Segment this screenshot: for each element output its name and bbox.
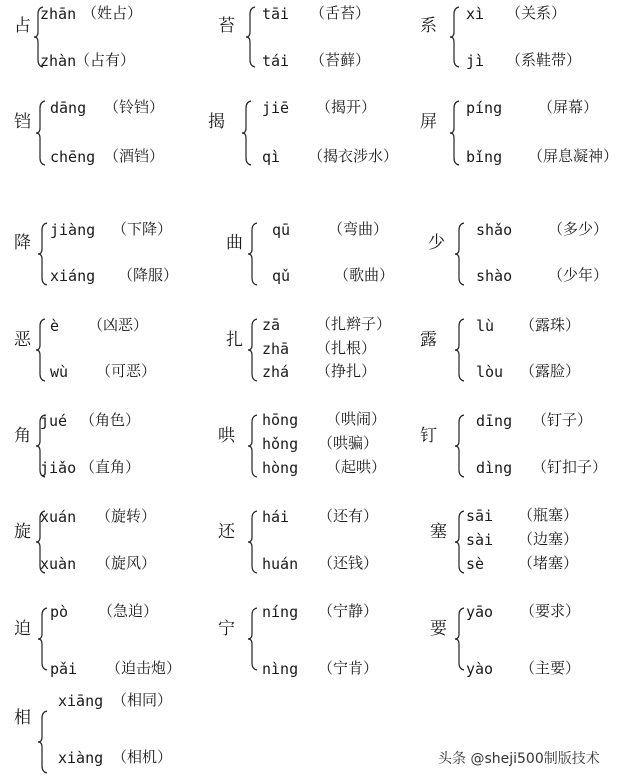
pinyin-reading: shào — [476, 267, 513, 285]
headword-character: 少 — [428, 233, 445, 253]
example-word: （降服） — [118, 266, 179, 284]
example-word: （迫击炮） — [106, 659, 182, 677]
pinyin-reading: sài — [466, 531, 494, 549]
pinyin-reading: xiàng — [58, 749, 104, 767]
example-word: （少年） — [548, 266, 609, 284]
headword-character: 还 — [218, 522, 235, 542]
example-word: （占有） — [75, 51, 136, 69]
curly-brace-icon — [455, 414, 465, 478]
example-word: （起哄） — [326, 458, 387, 476]
example-word: （苔藓） — [310, 51, 371, 69]
example-word: （急迫） — [98, 602, 159, 620]
example-word: （酒铛） — [104, 147, 165, 165]
curly-brace-icon — [248, 510, 258, 574]
example-word: （瓶塞） — [518, 506, 579, 524]
pinyin-reading: shǎo — [476, 221, 513, 239]
pinyin-reading: pò — [50, 603, 69, 621]
pinyin-reading: hái — [262, 508, 290, 526]
pinyin-reading: è — [50, 317, 60, 335]
headword-character: 屏 — [420, 112, 437, 132]
example-word: （相机） — [112, 748, 173, 766]
headword-character: 钉 — [420, 426, 437, 446]
example-word: （屏幕） — [538, 98, 599, 116]
pinyin-reading: xiáng — [50, 267, 96, 285]
example-word: （姓占） — [82, 4, 143, 22]
example-word: （扎辫子） — [316, 315, 392, 333]
pinyin-reading: zhān — [40, 5, 77, 23]
example-word: （旋风） — [96, 554, 157, 572]
example-word: （还有） — [318, 507, 379, 525]
headword-character: 露 — [420, 330, 437, 350]
curly-brace-icon — [248, 414, 258, 478]
example-word: （要求） — [520, 602, 581, 620]
example-word: （钉子） — [532, 411, 593, 429]
example-word: （揭衣涉水） — [308, 147, 399, 165]
pinyin-reading: qì — [262, 148, 281, 166]
example-word: （宁肯） — [318, 659, 379, 677]
example-word: （钉扣子） — [532, 458, 608, 476]
example-word: （哄骗） — [318, 434, 379, 452]
pinyin-reading: lòu — [476, 363, 504, 381]
pinyin-reading: hōng — [262, 411, 299, 429]
pinyin-reading: sè — [466, 555, 485, 573]
headword-character: 塞 — [430, 522, 447, 542]
headword-character: 揭 — [208, 112, 225, 132]
headword-character: 扎 — [226, 330, 243, 350]
pinyin-reading: qǔ — [272, 267, 291, 285]
pinyin-reading: yāo — [466, 603, 494, 621]
pinyin-reading: bǐng — [466, 148, 503, 166]
pinyin-reading: jiē — [262, 99, 290, 117]
example-word: （边塞） — [518, 530, 579, 548]
curly-brace-icon — [450, 100, 460, 166]
pinyin-reading: zhá — [262, 363, 290, 381]
example-word: （还钱） — [318, 554, 379, 572]
headword-character: 宁 — [218, 619, 235, 639]
example-word: （铃铛） — [104, 98, 165, 116]
example-word: （舌苔） — [310, 4, 371, 22]
pinyin-reading: níng — [262, 603, 299, 621]
example-word: （可恶） — [96, 362, 157, 380]
curly-brace-icon — [455, 510, 465, 574]
curly-brace-icon — [455, 222, 465, 286]
pinyin-reading: jué — [40, 412, 68, 430]
headword-character: 系 — [420, 16, 437, 36]
curly-brace-icon — [246, 6, 256, 68]
headword-character: 哄 — [218, 426, 235, 446]
curly-brace-icon — [242, 100, 252, 166]
pinyin-reading: pǎi — [50, 660, 78, 678]
headword-character: 角 — [14, 426, 31, 446]
headword-character: 迫 — [14, 619, 31, 639]
example-word: （多少） — [548, 220, 609, 238]
headword-character: 恶 — [14, 330, 31, 350]
pinyin-reading: huán — [262, 555, 299, 573]
curly-brace-icon — [38, 222, 48, 286]
headword-character: 降 — [14, 233, 31, 253]
pinyin-reading: píng — [466, 99, 503, 117]
pinyin-reading: zhā — [262, 340, 290, 358]
headword-character: 曲 — [226, 233, 243, 253]
curly-brace-icon — [38, 607, 48, 671]
example-word: （露脸） — [520, 362, 581, 380]
pinyin-reading: tái — [262, 52, 290, 70]
headword-character: 要 — [430, 619, 447, 639]
pinyin-reading: xuán — [40, 508, 77, 526]
pinyin-reading: hǒng — [262, 435, 299, 453]
pinyin-reading: dìng — [476, 459, 513, 477]
example-word: （系鞋带） — [506, 51, 582, 69]
pinyin-reading: zhàn — [40, 52, 77, 70]
curly-brace-icon — [248, 318, 258, 382]
curly-brace-icon — [36, 318, 46, 382]
headword-character: 苔 — [218, 16, 235, 36]
headword-character: 旋 — [14, 522, 31, 542]
pinyin-reading: xiāng — [58, 692, 104, 710]
headword-character: 占 — [14, 16, 31, 36]
pinyin-reading: jiàng — [50, 221, 96, 239]
pinyin-reading: tāi — [262, 5, 290, 23]
curly-brace-icon — [38, 710, 48, 774]
example-word: （扎根） — [316, 339, 377, 357]
example-word: （关系） — [506, 4, 567, 22]
pinyin-reading: jì — [466, 52, 485, 70]
pinyin-reading: qū — [272, 221, 291, 239]
pinyin-reading: sāi — [466, 507, 494, 525]
example-word: （弯曲） — [328, 220, 389, 238]
pinyin-reading: nìng — [262, 660, 299, 678]
headword-character: 相 — [14, 708, 31, 728]
pinyin-reading: xì — [466, 5, 485, 23]
curly-brace-icon — [450, 6, 460, 68]
curly-brace-icon — [248, 607, 258, 671]
pinyin-reading: lù — [476, 317, 495, 335]
pinyin-reading: dīng — [476, 412, 513, 430]
pinyin-reading: zā — [262, 316, 281, 334]
curly-brace-icon — [455, 318, 465, 382]
curly-brace-icon — [36, 100, 46, 166]
example-word: （哄闹） — [326, 410, 387, 428]
headword-character: 铛 — [14, 112, 31, 132]
example-word: （露珠） — [520, 316, 581, 334]
pinyin-reading: yào — [466, 660, 494, 678]
example-word: （直角） — [80, 458, 141, 476]
example-word: （堵塞） — [518, 554, 579, 572]
watermark: 头条 @sheji500制版技术 — [438, 751, 600, 767]
example-word: （旋转） — [96, 507, 157, 525]
pinyin-reading: chēng — [50, 148, 96, 166]
example-word: （凶恶） — [88, 316, 149, 334]
example-word: （挣扎） — [316, 362, 377, 380]
pinyin-reading: jiǎo — [40, 459, 77, 477]
pinyin-reading: hòng — [262, 459, 299, 477]
example-word: （相同） — [112, 691, 173, 709]
example-word: （下降） — [112, 220, 173, 238]
example-word: （屏息凝神） — [528, 147, 619, 165]
example-word: （主要） — [520, 659, 581, 677]
curly-brace-icon — [455, 607, 465, 671]
example-word: （角色） — [80, 411, 141, 429]
example-word: （宁静） — [318, 602, 379, 620]
pinyin-reading: wù — [50, 363, 69, 381]
pinyin-reading: dāng — [50, 99, 87, 117]
example-word: （揭开） — [316, 98, 377, 116]
example-word: （歌曲） — [334, 266, 395, 284]
curly-brace-icon — [248, 222, 258, 286]
pinyin-reading: xuàn — [40, 555, 77, 573]
